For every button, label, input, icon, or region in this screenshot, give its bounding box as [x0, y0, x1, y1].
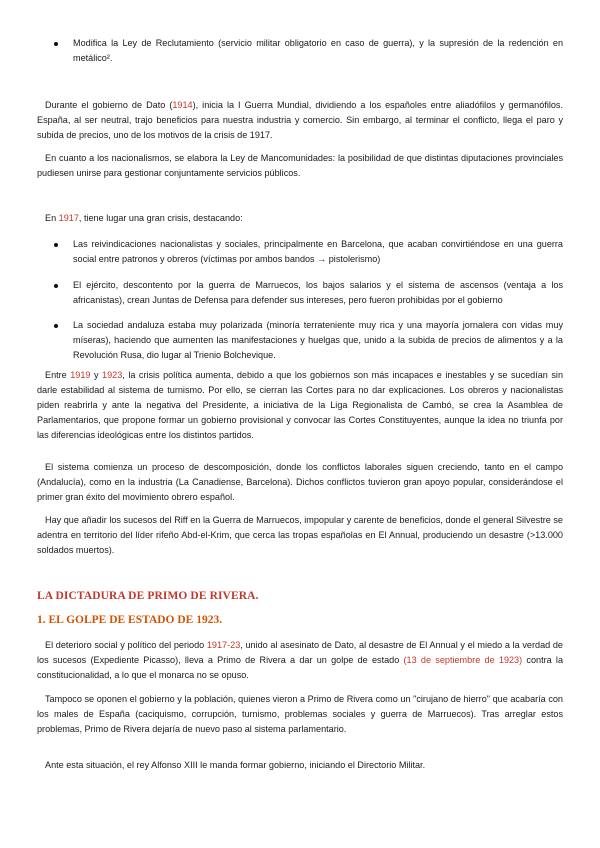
paragraph-entre: Entre 1919 y 1923, la crisis política aumenta, debido a que los gobiernos son más incapaces e inestables y se sucedían sin darle estabilidad al sistema de turnismo. Por ello, se cierran las Cortes para no dar explicaciones. Los obreros y nacionalistas piden reabrirla y ante la negativa del Presidente, a iniciativa de la Liga Regionalista de Cambó, se crea la Asamblea de Parlamentarios, que propone formar un gobierno provisional y convocar las Cortes Constituyentes, aunque la idea no triunfa por las diferencias ideológicas entre los distintos partidos. — [37, 370, 563, 440]
crisis-bullet-3: La sociedad andaluza estaba muy polarizada (minoría terrateniente muy rica y una mayoría jornalera con vidas muy míseras), haciendo que aumenten las manifestaciones y huelgas que, unido a la subida de precios de alimentos y a la Revolución Rusa, dio lugar al Trienio Bolchevique. — [73, 318, 563, 363]
paragraph-rif: Hay que añadir los sucesos del Riff en la Guerra de Marruecos, impopular y carente de beneficios, donde el general Silvestre se adentra en territorio del líder rifeño Abd-el-Krim, que cerca las tropas españolas en El Annual, produciendo un desastre (>13.000 soldados muertos). — [37, 515, 563, 555]
paragraph-nacionalismos: En cuanto a los nacionalismos, se elabora la Ley de Mancomunidades: la posibilidad de que distintas diputaciones provinciales pudiesen unirse para gestionar conjuntamente servicios públicos. — [37, 153, 563, 178]
paragraph-golpe: El deterioro social y político del periodo 1917-23, unido al asesinato de Dato, al desastre de El Annual y el miedo a la verdad de los sucesos (Expediente Picasso), lleva a Primo de Rivera a dar un golpe de estado (13 de septiembre de 1923) contra la constitucionalidad, a lo que el monarca no se opuso. — [37, 640, 564, 680]
year-1914: 1914 — [172, 100, 193, 110]
year-1919: 1919 — [70, 370, 91, 380]
crisis-bullet-2: El ejército, descontento por la guerra de Marruecos, los bajos salarios y el sistema de ascensos (ventaja a los africanistas), crean Juntas de Defensa para defender sus intereses, pero fueron prohibidas por el gobierno — [73, 278, 563, 308]
bullet-dot — [54, 42, 58, 46]
year-1923: 1923 — [102, 370, 123, 380]
bullet-text: Modifica la Ley de Reclutamiento (servicio militar obligatorio en caso de guerra), y la supresión de la redención en metálico². — [73, 38, 563, 63]
paragraph-dato: Durante el gobierno de Dato (1914), inicia la I Guerra Mundial, dividiendo a los españoles entre aliadófilos y germanófilos. España, al ser neutral, trajo beneficios para nuestra industria y comercio. Sin embargo, al terminar el conflicto, llega el paro y subida de precios, uno de los motivos de la crisis de 1917. — [37, 100, 563, 140]
bullet-reclutamiento — [73, 36, 563, 66]
paragraph-tampoco: Tampoco se oponen el gobierno y la población, quienes vieron a Primo de Rivera como un "cirujano de hierro" que acabaría con los males de España (caciquismo, corrupción, turnismo, problemas sociales y guerra de Marruecos). Tras arreglar estos problemas, Primo de Rivera dejaría de nuevo paso al sistema parlamentario. — [37, 694, 563, 734]
bullet-dot — [54, 284, 58, 288]
paragraph-crisis-intro: En 1917, tiene lugar una gran crisis, destacando: — [45, 213, 243, 223]
heading-golpe: 1. EL GOLPE DE ESTADO DE 1923. — [37, 614, 223, 626]
date-golpe: (13 de septiembre de 1923) — [403, 655, 523, 665]
period-1917-23: 1917-23 — [206, 640, 241, 650]
year-1917: 1917 — [58, 213, 79, 223]
crisis-bullet-1: Las reivindicaciones nacionalistas y sociales, principalmente en Barcelona, que acaban convirtiéndose en una guerra social entre patronos y obreros (víctimas por ambos bandos → pistolerismo) — [73, 237, 563, 267]
bullet-dot — [54, 324, 58, 328]
heading-dictadura: LA DICTADURA DE PRIMO DE RIVERA. — [37, 590, 259, 602]
paragraph-sistema: El sistema comienza un proceso de descomposición, donde los conflictos laborales siguen creciendo, tanto en el campo (Andalucía), como en la industria (La Canadiense, Barcelona). Dichos conflictos tuvieron gran apoyo popular, considerándose el primer gran éxito del movimiento obrero español. — [37, 462, 563, 502]
bullet-dot — [54, 243, 58, 247]
paragraph-alfonso: Ante esta situación, el rey Alfonso XIII le manda formar gobierno, iniciando el Directorio Militar. — [45, 760, 426, 770]
